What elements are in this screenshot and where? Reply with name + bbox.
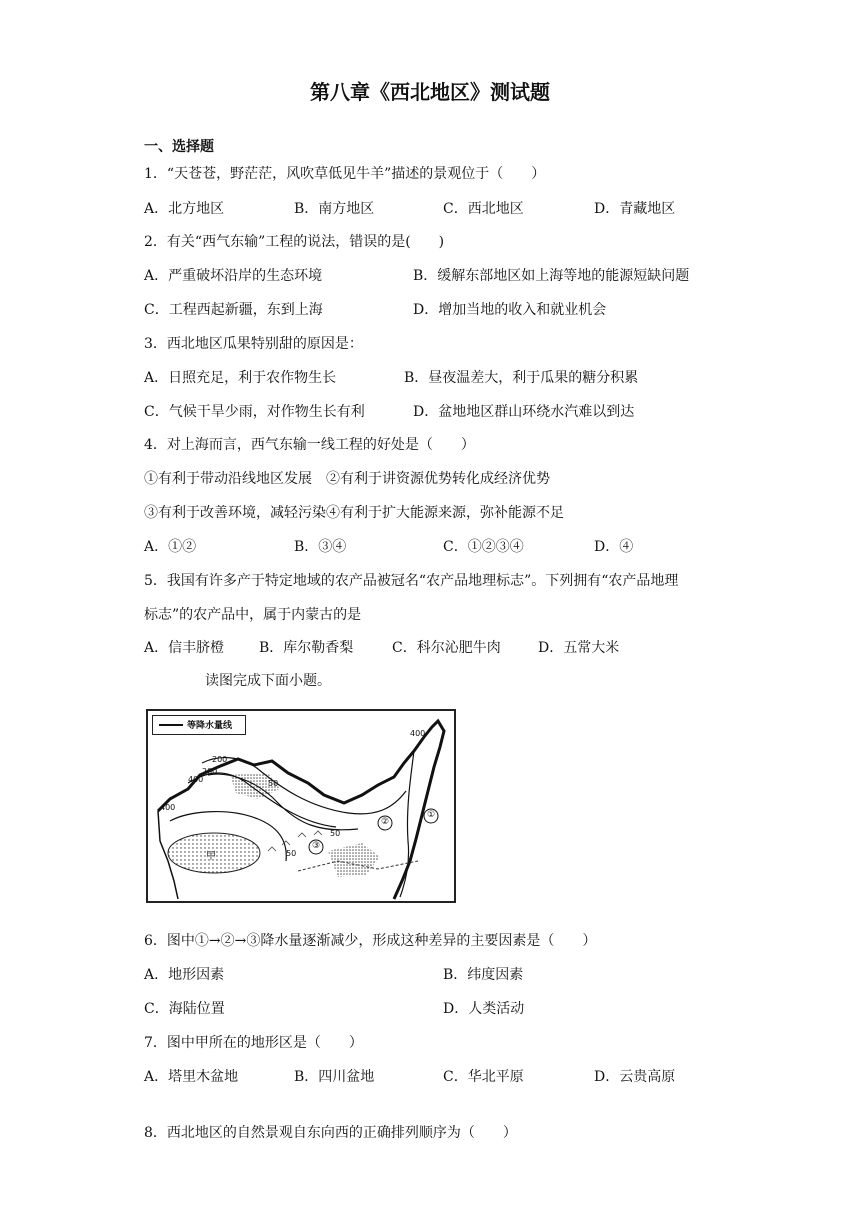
isoline-label-50-b: 50 xyxy=(330,829,341,838)
q4-option-a: A．①② xyxy=(144,539,197,555)
q5-option-a: A．信丰脐橙 xyxy=(144,640,225,656)
q7-option-d: D．云贵高原 xyxy=(594,1069,676,1085)
isoline-east xyxy=(400,751,414,897)
isoline-label-50-c: 50 xyxy=(268,779,279,788)
q6-option-d: D．人类活动 xyxy=(443,1001,525,1017)
question-4-stem: 4．对上海而言，西气东输一线工程的好处是（ ） xyxy=(144,437,475,453)
q4-statement-1: ①有利于带动沿线地区发展 ②有利于讲资源优势转化成经济优势 xyxy=(144,471,550,487)
marker-label-2: ② xyxy=(381,817,390,827)
region-label-jia: 甲 xyxy=(206,851,216,862)
marker-label-1: ① xyxy=(427,810,436,820)
desert-shading-east xyxy=(328,843,380,877)
isoline-label-200-a: 200 xyxy=(212,755,228,764)
q6-option-a: A．地形因素 xyxy=(144,967,225,983)
question-6-stem: 6．图中①→②→③降水量逐渐减少，形成这种差异的主要因素是（ ） xyxy=(144,933,597,949)
q1-option-d: D．青藏地区 xyxy=(594,201,676,217)
q5-option-b: B．库尔勒香梨 xyxy=(259,640,354,656)
question-3-stem: 3．西北地区瓜果特别甜的原因是： xyxy=(144,336,363,352)
isoline-label-400-far-w: 400 xyxy=(160,803,176,812)
isoline-50-middle xyxy=(208,774,358,830)
legend-line-symbol xyxy=(159,724,183,726)
q1-option-b: B．南方地区 xyxy=(294,201,375,217)
question-5-stem-line1: 5．我国有许多产于特定地域的农产品被冠名“农产品地理标志”。下列拥有“农产品地理 xyxy=(144,573,679,589)
q4-option-b: B．③④ xyxy=(294,539,347,555)
isoline-label-400-ne: 400 xyxy=(410,729,426,738)
q4-option-d: D．④ xyxy=(594,539,634,555)
question-8-stem: 8．西北地区的自然景观自东向西的正确排列顺序为（ ） xyxy=(144,1125,517,1141)
marker-label-3: ③ xyxy=(312,841,321,851)
q1-option-a: A．北方地区 xyxy=(144,201,225,217)
q7-option-a: A．塔里木盆地 xyxy=(144,1069,239,1085)
q5-option-d: D．五常大米 xyxy=(538,640,620,656)
q2-option-c: C．工程西起新疆，东到上海 xyxy=(144,302,323,318)
q3-option-a: A．日照充足，利于农作物生长 xyxy=(144,370,337,386)
map-drawing xyxy=(148,711,454,901)
question-5-stem-line2: 标志”的农产品中，属于内蒙古的是 xyxy=(144,607,362,623)
map-instruction: 读图完成下面小题。 xyxy=(205,673,331,689)
q5-option-c: C．科尔沁肥牛肉 xyxy=(392,640,501,656)
q2-option-b: B．缓解东部地区如上海等地的能源短缺问题 xyxy=(413,268,690,284)
precipitation-map xyxy=(146,709,456,903)
q3-option-c: C．气候干旱少雨，对作物生长有利 xyxy=(144,404,365,420)
q3-option-b: B．昼夜温差大，利于瓜果的糖分积累 xyxy=(404,370,639,386)
section-heading: 一、选择题 xyxy=(144,139,214,155)
map-legend xyxy=(152,715,246,735)
q1-option-c: C．西北地区 xyxy=(443,201,524,217)
legend-label: 等降水量线 xyxy=(187,721,233,731)
question-7-stem: 7．图中甲所在的地形区是（ ） xyxy=(144,1035,363,1051)
q4-statement-2: ③有利于改善环境，减轻污染④有利于扩大能源来源，弥补能源不足 xyxy=(144,505,564,521)
page-title: 第八章《西北地区》测试题 xyxy=(310,80,550,104)
isoline-label-200-b: 200 xyxy=(202,767,218,776)
q2-option-a: A．严重破坏沿岸的生态环境 xyxy=(144,268,323,284)
isoline-label-50-a: 50 xyxy=(286,849,297,858)
question-2-stem: 2．有关“西气东输”工程的说法，错误的是( ) xyxy=(144,234,445,250)
q2-option-d: D．增加当地的收入和就业机会 xyxy=(413,302,607,318)
q6-option-c: C．海陆位置 xyxy=(144,1001,225,1017)
q4-option-c: C．①②③④ xyxy=(443,539,524,555)
q3-option-d: D．盆地地区群山环绕水汽难以到达 xyxy=(413,404,635,420)
isoline-label-400-w: 400 xyxy=(188,775,204,784)
q7-option-b: B．四川盆地 xyxy=(294,1069,375,1085)
q7-option-c: C．华北平原 xyxy=(443,1069,524,1085)
q6-option-b: B．纬度因素 xyxy=(443,967,524,983)
question-1-stem: 1．“天苍苍，野茫茫，风吹草低见牛羊”描述的景观位于（ ） xyxy=(144,166,546,182)
